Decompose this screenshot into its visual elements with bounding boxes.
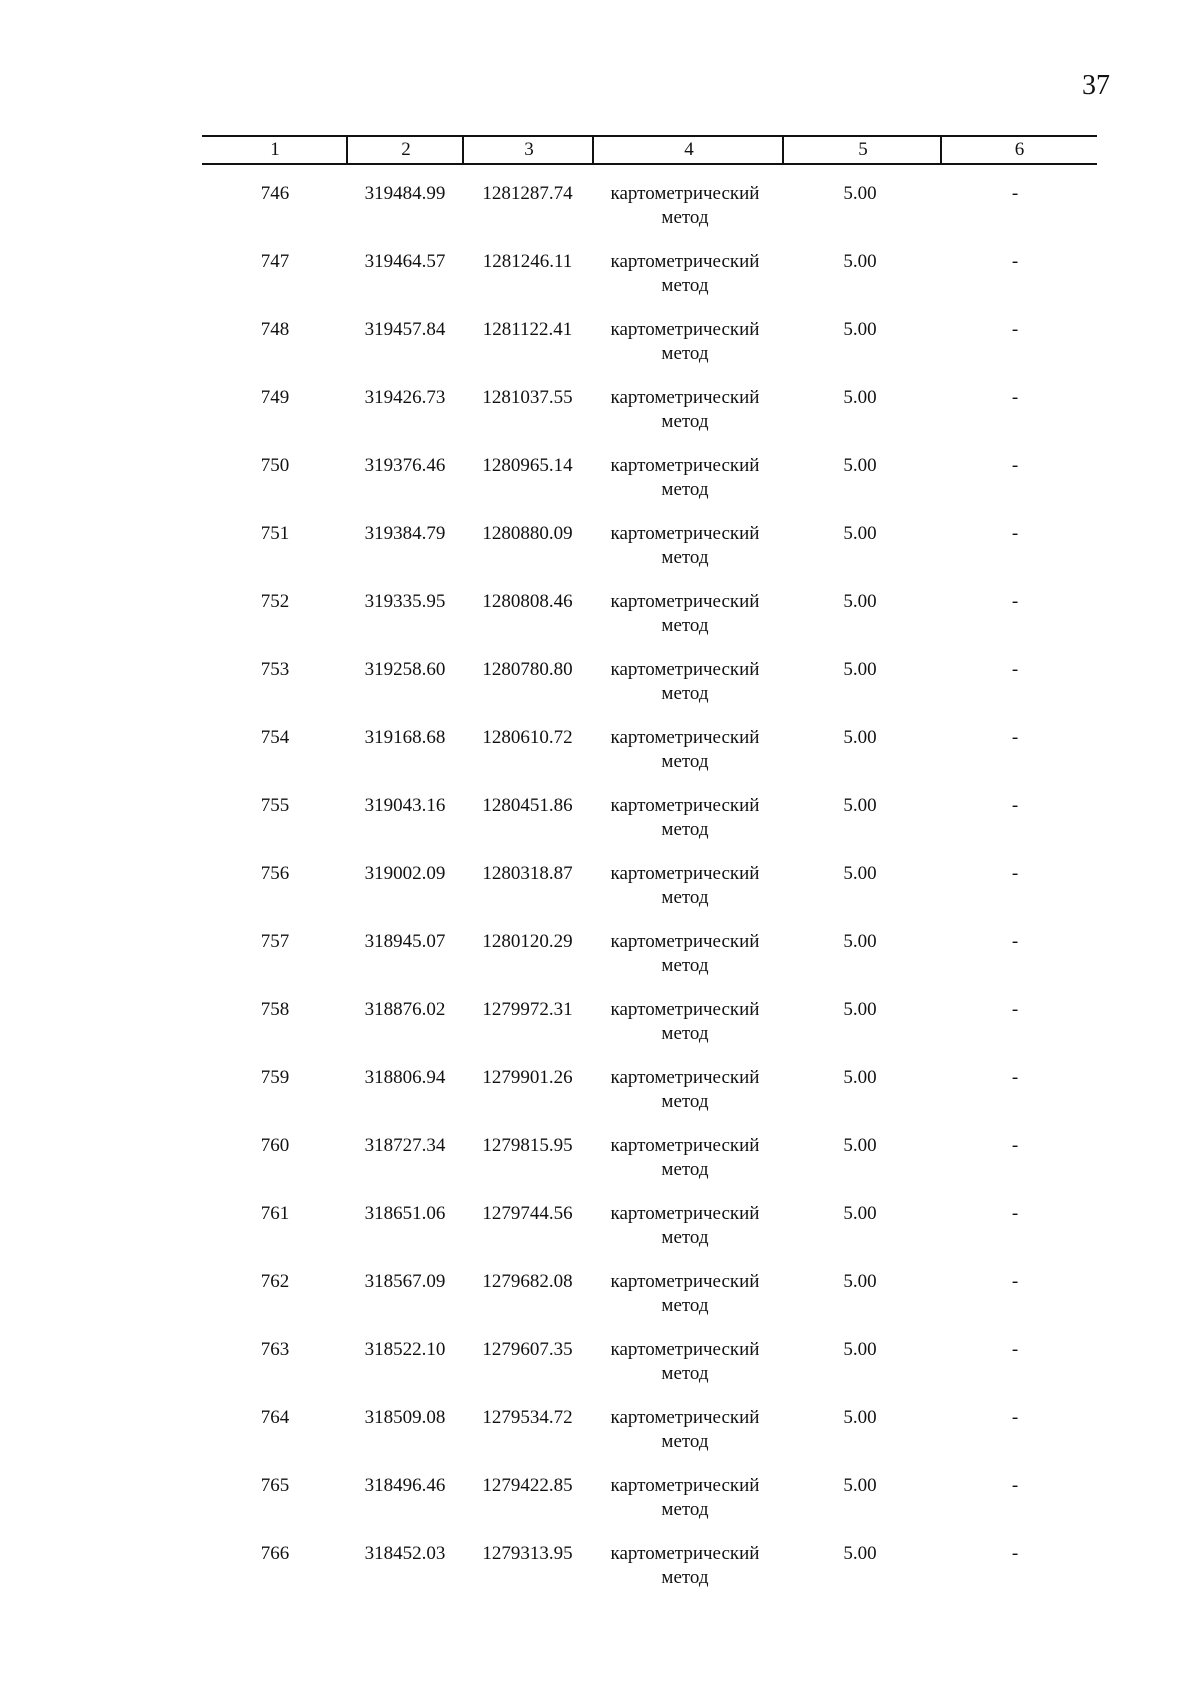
method-line-1: картометрический [610, 727, 760, 748]
coordinate-x: 319043.16 [364, 795, 446, 816]
coordinate-y: 1281246.11 [482, 251, 573, 272]
point-number: 748 [260, 319, 290, 340]
coordinate-y: 1280965.14 [482, 455, 573, 476]
coordinate-x: 319464.57 [364, 251, 446, 272]
method-line-2: метод [661, 683, 709, 704]
accuracy-value: 5.00 [843, 863, 877, 884]
point-number: 746 [260, 183, 290, 204]
note-value: - [1011, 999, 1019, 1020]
accuracy-value: 5.00 [843, 1067, 877, 1088]
coordinate-y: 1280610.72 [482, 727, 573, 748]
accuracy-value: 5.00 [843, 1135, 877, 1156]
method-cell [590, 862, 780, 910]
note-value: - [1011, 1339, 1019, 1360]
table-row [0, 1406, 1200, 1466]
method-line-2: метод [661, 819, 709, 840]
method-line-1: картометрический [610, 931, 760, 952]
coordinate-x: 319384.79 [364, 523, 446, 544]
point-number: 763 [260, 1339, 290, 1360]
method-line-2: метод [661, 275, 709, 296]
table-row [0, 250, 1200, 310]
method-line-2: метод [661, 343, 709, 364]
table-row [0, 1066, 1200, 1126]
table-row [0, 1338, 1200, 1398]
point-number: 765 [260, 1475, 290, 1496]
table-row [0, 318, 1200, 378]
coordinate-x: 319426.73 [364, 387, 446, 408]
table-row [0, 182, 1200, 242]
table-row [0, 930, 1200, 990]
method-line-2: метод [661, 479, 709, 500]
table-header [202, 135, 1097, 165]
coordinate-y: 1279422.85 [482, 1475, 573, 1496]
note-value: - [1011, 183, 1019, 204]
coordinate-y: 1279313.95 [482, 1543, 573, 1564]
coordinate-x: 318567.09 [364, 1271, 446, 1292]
header-col-4: 4 [684, 139, 694, 160]
coordinate-y: 1279682.08 [482, 1271, 573, 1292]
coordinate-x: 318945.07 [364, 931, 446, 952]
method-line-1: картометрический [610, 319, 760, 340]
note-value: - [1011, 863, 1019, 884]
accuracy-value: 5.00 [843, 1543, 877, 1564]
point-number: 760 [260, 1135, 290, 1156]
coordinate-y: 1281037.55 [482, 387, 573, 408]
method-line-2: метод [661, 955, 709, 976]
note-value: - [1011, 1475, 1019, 1496]
note-value: - [1011, 931, 1019, 952]
method-cell [590, 1270, 780, 1318]
table-row [0, 1474, 1200, 1534]
header-col-5: 5 [858, 139, 868, 160]
coordinate-x: 318806.94 [364, 1067, 446, 1088]
coordinate-x: 318452.03 [364, 1543, 446, 1564]
method-line-1: картометрический [610, 523, 760, 544]
method-line-2: метод [661, 1499, 709, 1520]
coordinate-x: 319258.60 [364, 659, 446, 680]
point-number: 752 [260, 591, 290, 612]
point-number: 751 [260, 523, 290, 544]
method-cell [590, 1338, 780, 1386]
method-line-2: метод [661, 411, 709, 432]
accuracy-value: 5.00 [843, 319, 877, 340]
method-line-2: метод [661, 1091, 709, 1112]
coordinate-x: 318509.08 [364, 1407, 446, 1428]
method-cell [590, 1202, 780, 1250]
note-value: - [1011, 1271, 1019, 1292]
method-line-2: метод [661, 547, 709, 568]
table-row [0, 590, 1200, 650]
method-line-1: картометрический [610, 999, 760, 1020]
accuracy-value: 5.00 [843, 659, 877, 680]
method-line-1: картометрический [610, 455, 760, 476]
note-value: - [1011, 1543, 1019, 1564]
method-cell [590, 998, 780, 1046]
table-row [0, 1542, 1200, 1602]
coordinate-x: 319002.09 [364, 863, 446, 884]
table-row [0, 1202, 1200, 1262]
point-number: 759 [260, 1067, 290, 1088]
accuracy-value: 5.00 [843, 999, 877, 1020]
method-cell [590, 318, 780, 366]
method-line-2: метод [661, 1431, 709, 1452]
point-number: 753 [260, 659, 290, 680]
method-cell [590, 1134, 780, 1182]
method-cell [590, 930, 780, 978]
accuracy-value: 5.00 [843, 455, 877, 476]
method-line-1: картометрический [610, 1475, 760, 1496]
method-cell [590, 1406, 780, 1454]
method-line-1: картометрический [610, 387, 760, 408]
method-line-1: картометрический [610, 251, 760, 272]
note-value: - [1011, 1067, 1019, 1088]
point-number: 754 [260, 727, 290, 748]
accuracy-value: 5.00 [843, 1475, 877, 1496]
point-number: 756 [260, 863, 290, 884]
accuracy-value: 5.00 [843, 1271, 877, 1292]
coordinate-y: 1279744.56 [482, 1203, 573, 1224]
accuracy-value: 5.00 [843, 523, 877, 544]
note-value: - [1011, 387, 1019, 408]
page-number: 37 [1082, 70, 1110, 101]
table-row [0, 658, 1200, 718]
table-row [0, 998, 1200, 1058]
point-number: 755 [260, 795, 290, 816]
header-col-2: 2 [401, 139, 411, 160]
method-line-1: картометрический [610, 795, 760, 816]
coordinate-y: 1280808.46 [482, 591, 573, 612]
note-value: - [1011, 591, 1019, 612]
point-number: 747 [260, 251, 290, 272]
point-number: 750 [260, 455, 290, 476]
point-number: 749 [260, 387, 290, 408]
header-col-6: 6 [1014, 139, 1025, 160]
coordinate-x: 319484.99 [364, 183, 446, 204]
coordinate-y: 1279815.95 [482, 1135, 573, 1156]
method-cell [590, 590, 780, 638]
table-row [0, 726, 1200, 786]
method-cell [590, 1542, 780, 1590]
method-line-2: метод [661, 615, 709, 636]
note-value: - [1011, 659, 1019, 680]
note-value: - [1011, 727, 1019, 748]
coordinate-y: 1281287.74 [482, 183, 573, 204]
coordinate-y: 1279972.31 [482, 999, 573, 1020]
method-line-2: метод [661, 887, 709, 908]
coordinate-x: 319376.46 [364, 455, 446, 476]
note-value: - [1011, 523, 1019, 544]
method-line-1: картометрический [610, 591, 760, 612]
method-cell [590, 454, 780, 502]
coordinate-x: 318876.02 [364, 999, 446, 1020]
accuracy-value: 5.00 [843, 727, 877, 748]
table-row [0, 454, 1200, 514]
coordinate-y: 1280880.09 [482, 523, 573, 544]
accuracy-value: 5.00 [843, 183, 877, 204]
method-line-1: картометрический [610, 1135, 760, 1156]
header-col-3: 3 [524, 139, 534, 160]
method-line-2: метод [661, 1227, 709, 1248]
note-value: - [1011, 795, 1019, 816]
method-line-1: картометрический [610, 863, 760, 884]
accuracy-value: 5.00 [843, 251, 877, 272]
method-line-2: метод [661, 1023, 709, 1044]
coordinate-y: 1281122.41 [482, 319, 573, 340]
coordinate-x: 319335.95 [364, 591, 446, 612]
accuracy-value: 5.00 [843, 387, 877, 408]
coordinate-y: 1279901.26 [482, 1067, 573, 1088]
coordinate-y: 1280780.80 [482, 659, 573, 680]
method-line-1: картометрический [610, 1203, 760, 1224]
method-line-1: картометрический [610, 1407, 760, 1428]
method-cell [590, 182, 780, 230]
table-row [0, 522, 1200, 582]
method-cell [590, 794, 780, 842]
method-cell [590, 386, 780, 434]
point-number: 762 [260, 1271, 290, 1292]
method-line-1: картометрический [610, 1271, 760, 1292]
method-cell [590, 1474, 780, 1522]
coordinate-y: 1279534.72 [482, 1407, 573, 1428]
coordinate-x: 319457.84 [364, 319, 446, 340]
accuracy-value: 5.00 [843, 1203, 877, 1224]
coordinate-y: 1279607.35 [482, 1339, 573, 1360]
method-line-2: метод [661, 1363, 709, 1384]
table-row [0, 1134, 1200, 1194]
note-value: - [1011, 319, 1019, 340]
method-line-1: картометрический [610, 1067, 760, 1088]
accuracy-value: 5.00 [843, 1339, 877, 1360]
header-col-1: 1 [270, 139, 280, 160]
point-number: 764 [260, 1407, 290, 1428]
method-line-1: картометрический [610, 183, 760, 204]
note-value: - [1011, 1407, 1019, 1428]
method-line-1: картометрический [610, 1543, 760, 1564]
method-line-2: метод [661, 751, 709, 772]
method-cell [590, 522, 780, 570]
point-number: 758 [260, 999, 290, 1020]
point-number: 761 [260, 1203, 290, 1224]
coordinate-x: 318522.10 [364, 1339, 446, 1360]
table-row [0, 1270, 1200, 1330]
method-line-2: метод [661, 1159, 709, 1180]
method-line-1: картометрический [610, 1339, 760, 1360]
coordinate-x: 318727.34 [364, 1135, 446, 1156]
note-value: - [1011, 455, 1019, 476]
accuracy-value: 5.00 [843, 931, 877, 952]
coordinate-x: 319168.68 [364, 727, 446, 748]
note-value: - [1011, 251, 1019, 272]
note-value: - [1011, 1135, 1019, 1156]
accuracy-value: 5.00 [843, 795, 877, 816]
point-number: 766 [260, 1543, 290, 1564]
method-cell [590, 658, 780, 706]
coordinate-x: 318496.46 [364, 1475, 446, 1496]
method-line-1: картометрический [610, 659, 760, 680]
note-value: - [1011, 1203, 1019, 1224]
accuracy-value: 5.00 [843, 1407, 877, 1428]
table-row [0, 794, 1200, 854]
method-line-2: метод [661, 207, 709, 228]
coordinate-y: 1280451.86 [482, 795, 573, 816]
coordinate-y: 1280318.87 [482, 863, 573, 884]
method-cell [590, 250, 780, 298]
method-line-2: метод [661, 1567, 709, 1588]
coordinate-y: 1280120.29 [482, 931, 573, 952]
method-cell [590, 1066, 780, 1114]
method-cell [590, 726, 780, 774]
method-line-2: метод [661, 1295, 709, 1316]
table-row [0, 862, 1200, 922]
table-row [0, 386, 1200, 446]
point-number: 757 [260, 931, 290, 952]
accuracy-value: 5.00 [843, 591, 877, 612]
coordinate-x: 318651.06 [364, 1203, 446, 1224]
